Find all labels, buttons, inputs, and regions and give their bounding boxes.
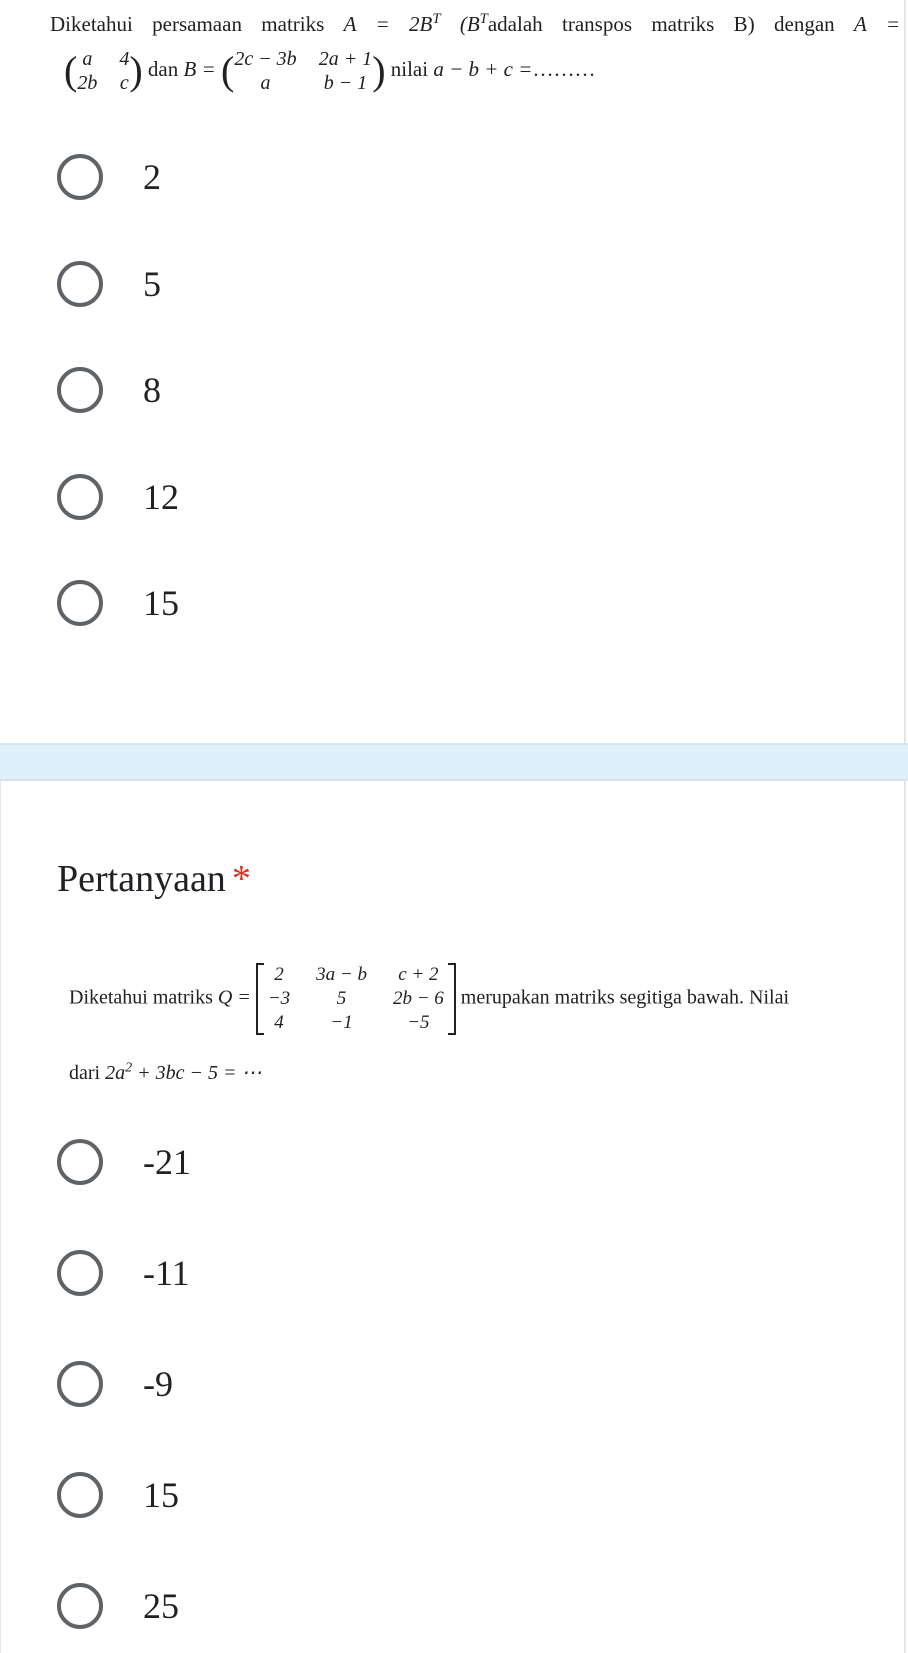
matrix-b-cell: b − 1 bbox=[323, 72, 368, 94]
matrix-a-cell: 4 bbox=[119, 48, 130, 70]
matrix-b bbox=[234, 47, 372, 95]
option-label[interactable]: 5 bbox=[143, 264, 161, 304]
matrix-q-cell: 2 bbox=[274, 964, 284, 985]
question-card-1 bbox=[0, 0, 906, 743]
q2-option-15[interactable] bbox=[57, 1468, 179, 1522]
matrix-q-cell: 4 bbox=[274, 1012, 284, 1033]
matrix-a bbox=[77, 47, 129, 95]
option-label[interactable]: 15 bbox=[143, 583, 179, 623]
radio-button[interactable] bbox=[57, 154, 103, 200]
matrix-b-cell: a bbox=[260, 72, 271, 94]
nilai-text: nilai bbox=[390, 56, 429, 81]
matrix-q-cell: −5 bbox=[407, 1012, 430, 1033]
required-asterisk: * bbox=[231, 858, 251, 900]
matrix-q-cell: c + 2 bbox=[398, 964, 439, 985]
matrix-q-cell: −1 bbox=[330, 1012, 353, 1033]
dari-text: dari bbox=[69, 1062, 101, 1084]
question-1-equation: $A = 2B^T$ bbox=[343, 11, 441, 36]
q1-option-2[interactable] bbox=[57, 150, 161, 204]
option-label[interactable]: -11 bbox=[143, 1253, 190, 1293]
radio-button[interactable] bbox=[57, 261, 103, 307]
radio-button[interactable] bbox=[57, 367, 103, 413]
matrix-a-cell: c bbox=[119, 72, 129, 94]
radio-button[interactable] bbox=[57, 1139, 103, 1185]
matrix-b-cell: 2a + 1 bbox=[318, 48, 373, 70]
matrix-q bbox=[268, 963, 444, 1035]
matrix-a-cell: a bbox=[82, 48, 93, 70]
matrix-a-cell: 2b bbox=[77, 72, 98, 94]
b-equals: B = bbox=[183, 56, 216, 81]
q2-option-neg11[interactable] bbox=[57, 1246, 190, 1300]
question-2-text-line-1 bbox=[69, 963, 789, 1035]
question-2-expression: $2a^2 + 3bc - 5$ = ⋯ bbox=[105, 1060, 262, 1084]
q1-option-15[interactable] bbox=[57, 576, 179, 630]
q1-option-5[interactable] bbox=[57, 257, 161, 311]
option-label[interactable]: 12 bbox=[143, 477, 179, 517]
matrix-q-cell: 2b − 6 bbox=[392, 988, 444, 1009]
option-label[interactable]: 8 bbox=[143, 370, 161, 410]
radio-button[interactable] bbox=[57, 1361, 103, 1407]
question-card-2 bbox=[0, 781, 906, 1653]
question-2-title: Pertanyaan * bbox=[57, 858, 251, 900]
radio-button[interactable] bbox=[57, 1472, 103, 1518]
option-label[interactable]: 2 bbox=[143, 157, 161, 197]
dan-text: dan bbox=[147, 56, 179, 81]
question-1-expression: a − b + c = bbox=[433, 56, 533, 81]
matrix-q-cell: 5 bbox=[336, 988, 347, 1009]
q2-option-neg9[interactable] bbox=[57, 1357, 173, 1411]
radio-button[interactable] bbox=[57, 580, 103, 626]
question-2-statement: merupakan matriks segitiga bawah. Nilai bbox=[460, 986, 790, 1009]
q1-option-8[interactable] bbox=[57, 363, 161, 417]
option-label[interactable]: -21 bbox=[143, 1142, 191, 1182]
section-separator bbox=[0, 743, 908, 781]
answer-blank: ……… bbox=[532, 56, 596, 81]
matrix-q-cell: −3 bbox=[267, 988, 291, 1009]
matrix-b-cell: 2c − 3b bbox=[234, 48, 297, 70]
matrix-q-cell: 3a − b bbox=[316, 964, 367, 985]
question-1-a-equals: A = bbox=[854, 12, 901, 36]
q1-option-12[interactable] bbox=[57, 470, 179, 524]
question-1-text-line-1 bbox=[50, 12, 900, 37]
question-2-intro: Diketahui matriks bbox=[69, 986, 213, 1009]
question-1-intro: Diketahui persamaan matriks bbox=[50, 12, 325, 36]
q-equals: Q = bbox=[217, 986, 251, 1009]
radio-button[interactable] bbox=[57, 474, 103, 520]
question-2-text-line-2 bbox=[69, 1060, 261, 1085]
option-label[interactable]: 15 bbox=[143, 1475, 179, 1515]
question-1-transpose-note: ($B^Tadalah$ transpos matriks B) dengan bbox=[459, 11, 835, 36]
option-label[interactable]: 25 bbox=[143, 1586, 179, 1626]
radio-button[interactable] bbox=[57, 1583, 103, 1629]
radio-button[interactable] bbox=[57, 1250, 103, 1296]
option-label[interactable]: -9 bbox=[143, 1364, 173, 1404]
question-1-text-line-2: ( a 4 2b c ) dan B = ( 2c − 3b 2a + 1 a b − 1 ) nilai a − b + c =……… bbox=[64, 48, 596, 94]
q2-option-neg21[interactable] bbox=[57, 1135, 191, 1189]
q2-option-25[interactable] bbox=[57, 1579, 179, 1633]
